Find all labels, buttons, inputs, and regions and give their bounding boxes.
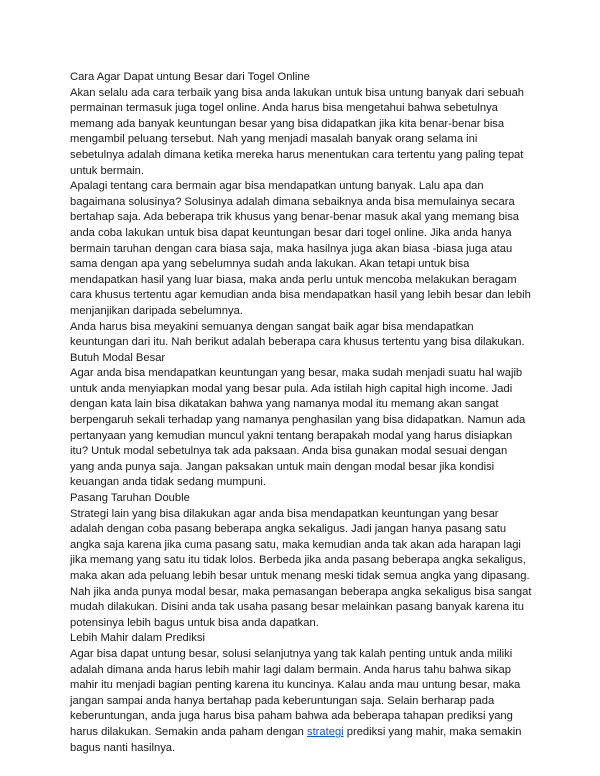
- section-body-modal: Agar anda bisa mendapatkan keuntungan yang besar, maka sudah menjadi suatu hal wajib untuk anda menyiapkan modal yang besar pula. Ada istilah high capital high income. Jadi dengan kata lain bisa dikatakan bahwa yang namanya modal itu memang akan sangat berpengaruh sekali terhadap yang namanya penghasilan yang bisa didapatkan. Namun ada pertanyaan yang kemudian muncul yakni tentang berapakah modal yang harus disiapkan itu? Untuk modal sebetulnya tak ada paksaan. Anda bisa gunakan modal sesuai dengan yang anda punya saja. Jangan paksakan untuk main dengan modal besar jika kondisi keuangan anda tidak sedang mumpuni.: [70, 367, 526, 489]
- document-title: Cara Agar Dapat untung Besar dari Togel Online: [70, 71, 310, 83]
- section-heading-double: Pasang Taruhan Double: [70, 492, 190, 505]
- section-heading-prediksi: Lebih Mahir dalam Prediksi: [70, 632, 205, 645]
- intro-paragraph-1: Akan selalu ada cara terbaik yang bisa anda lakukan untuk bisa untung banyak dari sebuah permainan termasuk juga togel online. Anda harus bisa mengetahui bahwa sebetulnya memang ada banyak keuntungan besar yang bisa didapatkan jika kita benar-benar bisa mengambil peluang tersebut. Nah yang menjadi masalah banyak orang selama ini sebetulnya adalah dimana ketika mereka harus menentukan cara tertentu yang paling tepat untuk bermain.: [70, 86, 525, 177]
- strategi-link[interactable]: strategi: [306, 725, 344, 738]
- document-page: [70, 70, 532, 756]
- section-heading-modal: Butuh Modal Besar: [70, 351, 166, 364]
- body-text-after-link: prediksi yang mahir, maka semakin bagus nanti hasilnya.: [70, 725, 522, 754]
- intro-paragraph-3: Anda harus bisa meyakini semuanya dengan sangat baik agar bisa mendapatkan keuntungan dari itu. Nah berikut adalah beberapa cara khusus tertentu yang bisa dilakukan.: [70, 320, 525, 349]
- section-body-double: Strategi lain yang bisa dilakukan agar anda bisa mendapatkan keuntungan yang besar adalah dengan coba pasang beberapa angka sekaligus. Jadi jangan hanya pasang satu angka saja karena jika cuma pasang satu, maka kemudian anda tak akan ada harapan lagi jika memang yang satu itu tidak lolos. Berbeda jika anda pasang beberapa angka sekaligus, maka akan ada peluang lebih besar untuk menang meski tidak semua angka yang dipasang. Nah jika anda punya modal besar, maka pemasangan beberapa angka sekaligus bisa sangat mudah dilakukan. Disini anda tak usaha pasang besar melainkan pasang banyak karena itu potensinya lebih bagus untuk bisa anda dapatkan.: [70, 507, 532, 629]
- body-text-before-link: Agar bisa dapat untung besar, solusi selanjutnya yang tak kalah penting untuk anda miliki adalah dimana anda harus lebih mahir lagi dalam bermain. Anda harus tahu bahwa sikap mahir itu menjadi bagian penting karena itu kuncinya. Kalau anda mau untung besar, maka jangan sampai anda hanya bertahap pada keberuntungan saja. Selain berharap pada keberuntungan, anda juga harus bisa paham bahwa ada beberapa tahapan prediksi yang harus dilakukan. Semakin anda paham dengan: [70, 647, 521, 738]
- section-body-prediksi: [70, 647, 532, 756]
- intro-paragraph-2: Apalagi tentang cara bermain agar bisa mendapatkan untung banyak. Lalu apa dan bagaimana solusinya? Solusinya adalah dimana sebaiknya anda bisa memulainya secara bertahap saja. Ada beberapa trik khusus yang benar-benar masuk akal yang memang bisa anda coba lakukan untuk bisa dapat keuntungan besar dari togel online. Jika anda hanya bermain taruhan dengan cara biasa saja, maka hasilnya juga akan biasa -biasa juga atau sama dengan apa yang sebelumnya sudah anda lakukan. Akan tetapi untuk bisa mendapatkan hasil yang luar biasa, maka anda perlu untuk mencoba melakukan beragam cara khusus tertentu agar kemudian anda bisa mendapatkan hasil yang lebih besar dan lebih menjanjikan daripada sebelumnya.: [70, 180, 531, 317]
